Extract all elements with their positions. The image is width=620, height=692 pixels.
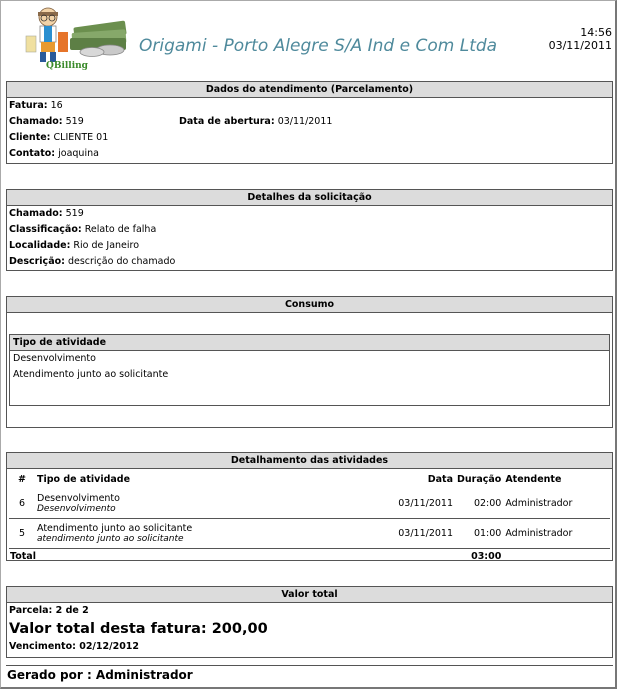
consumo-activity-box: [9, 334, 610, 406]
row-duracao: 01:00: [455, 519, 503, 549]
col-duracao: Duração: [457, 473, 502, 485]
table-row: [9, 519, 610, 549]
col-data: Data: [427, 473, 453, 485]
localidade-label: Localidade:: [9, 240, 71, 251]
row-data: 03/11/2011: [379, 489, 455, 519]
row-data: 03/11/2011: [379, 519, 455, 549]
contato-label: Contato:: [9, 148, 56, 159]
table-row: [9, 489, 610, 519]
row-duracao: 02:00: [455, 489, 503, 519]
localidade-value: Rio de Janeiro: [73, 240, 140, 251]
section-title: Dados do atendimento (Parcelamento): [7, 82, 612, 98]
activities-table: [9, 469, 610, 564]
total-spacer: [379, 549, 455, 565]
company-name: Origami - Porto Alegre S/A Ind e Com Ltda: [139, 36, 498, 56]
row-descricao: [7, 254, 612, 270]
contato-value: joaquina: [58, 148, 99, 159]
row-fatura: [7, 98, 612, 114]
section-title: Valor total: [7, 587, 612, 603]
abertura-value: 03/11/2011: [277, 116, 333, 127]
total-duracao: 03:00: [471, 551, 502, 562]
report-timestamp: [549, 26, 612, 52]
logo-text: QBilling: [46, 61, 88, 70]
abertura-field: [179, 114, 332, 130]
abertura-label: Data de abertura:: [179, 116, 275, 127]
activity-type-header: Tipo de atividade: [10, 335, 609, 351]
activity-item: Desenvolvimento: [13, 353, 96, 364]
section-title: Detalhamento das atividades: [7, 453, 612, 469]
col-atendente: Atendente: [505, 473, 562, 485]
table-header-row: [9, 469, 610, 489]
section-title: Consumo: [7, 297, 612, 313]
tipo-text: Desenvolvimento: [37, 493, 120, 504]
tipo-subtext: atendimento junto ao solicitante: [37, 534, 184, 544]
chamado-label: Chamado:: [9, 116, 63, 127]
fatura-value: 16: [50, 100, 63, 111]
row-classificacao: [7, 222, 612, 238]
descricao-value: descrição do chamado: [67, 256, 176, 267]
valor-total-text: Valor total desta fatura: 200,00: [9, 621, 268, 637]
row-atendente: Administrador: [503, 519, 610, 549]
footer-divider: [6, 665, 613, 666]
descricao-label: Descrição:: [9, 256, 65, 267]
row-num: 5: [9, 519, 35, 549]
row-tipo: [35, 519, 379, 549]
row-chamado: [7, 114, 612, 130]
row-contato: [7, 146, 612, 162]
qbilling-logo: [10, 6, 132, 70]
total-row: [9, 549, 610, 565]
row-cliente: [7, 130, 612, 146]
report-time: 14:56: [580, 26, 612, 39]
total-spacer: [503, 549, 610, 565]
section-valor: [6, 586, 613, 658]
section-solicitacao: [6, 189, 613, 271]
section-consumo: [6, 296, 613, 428]
section-title: Detalhes da solicitação: [7, 190, 612, 206]
parcela-text: Parcela: 2 de 2: [9, 605, 89, 616]
chamado-value: 519: [65, 208, 84, 219]
total-label: Total: [10, 551, 36, 562]
row-tipo: [35, 489, 379, 519]
row-atendente: Administrador: [503, 489, 610, 519]
chamado-value: 519: [65, 116, 84, 127]
classificacao-label: Classificação:: [9, 224, 82, 235]
section-atendimento: [6, 81, 613, 164]
report-date: 03/11/2011: [548, 39, 612, 52]
activity-item: Atendimento junto ao solicitante: [13, 369, 169, 380]
tipo-text: Atendimento junto ao solicitante: [37, 523, 193, 534]
vencimento-text: Vencimento: 02/12/2012: [9, 641, 140, 652]
row-chamado: [7, 206, 612, 222]
fatura-label: Fatura:: [9, 100, 48, 111]
row-num: 6: [9, 489, 35, 519]
tipo-subtext: Desenvolvimento: [37, 504, 116, 514]
classificacao-value: Relato de falha: [84, 224, 157, 235]
chamado-label: Chamado:: [9, 208, 63, 219]
cliente-label: Cliente:: [9, 132, 51, 143]
col-tipo: Tipo de atividade: [37, 473, 131, 485]
cliente-value: CLIENTE 01: [53, 132, 109, 143]
row-localidade: [7, 238, 612, 254]
col-num: #: [18, 473, 26, 485]
generated-by: Gerado por : Administrador: [7, 668, 193, 682]
section-detalhamento: [6, 452, 613, 561]
